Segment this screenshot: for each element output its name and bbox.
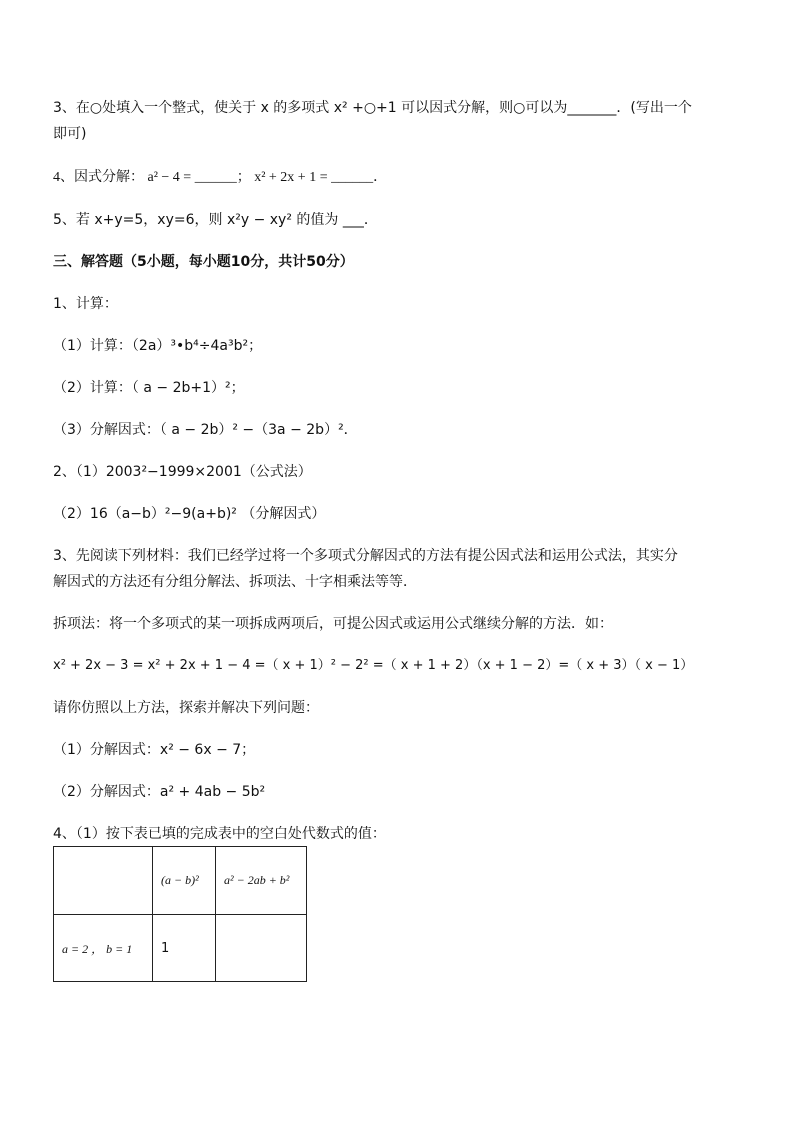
table-cell: a = 2 ， b = 1 [54, 915, 153, 982]
split-method-intro: 拆项法：将一个多项式的某一项拆成两项后，可提公因式或运用公式继续分解的方法．如： [53, 616, 613, 632]
problem-3-line-1: 3、先阅读下列材料：我们已经学过将一个多项式分解因式的方法有提公因式法和运用公式法，其实分 [53, 548, 678, 564]
section-heading: 三、解答题（5小题，每小题10分，共计50分） [53, 254, 354, 270]
problem-1-part-1: （1）计算：（2a）³•b⁴÷4a³b²； [53, 338, 263, 354]
table-header-row [54, 847, 307, 915]
problem-1-part-2: （2）计算：（ a − 2b+1）²； [53, 380, 245, 396]
table-cell [216, 915, 307, 982]
table-row [54, 915, 307, 982]
problem-2-part-1: 2、（1）2003²−1999×2001（公式法） [53, 464, 312, 480]
table-cell: 1 [153, 915, 216, 982]
table-header-cell [54, 847, 153, 915]
question-4: 4、因式分解： a² − 4 = ______； x² + 2x + 1 = ______． [53, 170, 388, 185]
value-table [53, 846, 307, 982]
problem-3-part-1: （1）分解因式：x² − 6x − 7； [53, 742, 256, 758]
table-header-cell: a² − 2ab + b² [216, 847, 307, 915]
problem-2-part-2: （2）16（a−b）²−9(a+b)² （分解因式） [53, 506, 326, 522]
question-3-line-1: 3、在○处填入一个整式，使关于 x 的多项式 x² +○+1 可以因式分解，则○可以为_______．(写出一个 [53, 100, 692, 116]
question-3-line-2: 即可) [53, 126, 87, 142]
problem-4-heading: 4、（1）按下表已填的完成表中的空白处代数式的值： [53, 826, 386, 842]
problem-3-part-2: （2）分解因式：a² + 4ab − 5b² [53, 784, 266, 800]
problem-1-part-3: （3）分解因式：（ a − 2b）² −（3a − 2b）²． [53, 422, 358, 438]
problem-1-heading: 1、计算： [53, 296, 118, 312]
table-header-cell: (a − b)² [153, 847, 216, 915]
split-method-example: x² + 2x − 3 = x² + 2x + 1 − 4 =（ x + 1）² − 2² =（ x + 1 + 2）（x + 1 − 2）=（ x + 3）（ x − 1） [53, 658, 694, 673]
problem-3-line-2: 解因式的方法还有分组分解法、拆项法、十字相乘法等等． [53, 574, 417, 590]
problem-3-instruction: 请你仿照以上方法，探索并解决下列问题： [53, 700, 319, 716]
question-5: 5、若 x+y=5，xy=6，则 x²y − xy² 的值为 ___． [53, 212, 378, 228]
